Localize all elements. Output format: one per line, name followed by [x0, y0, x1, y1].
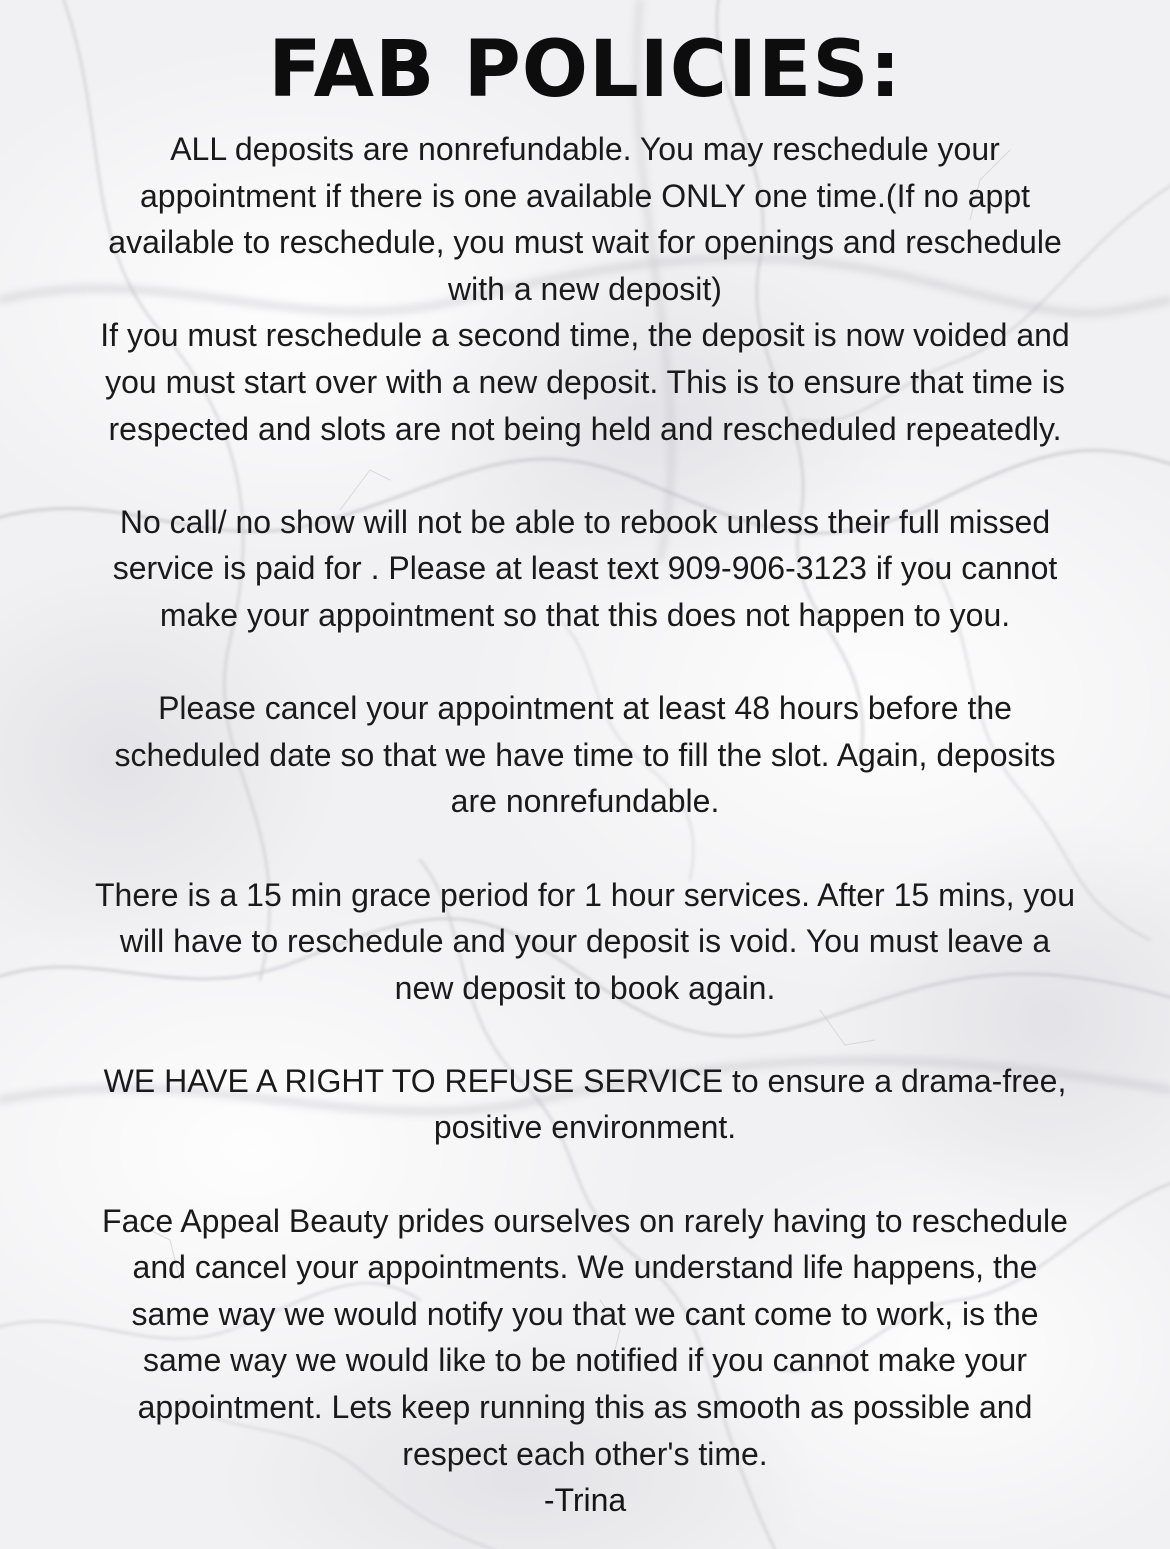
document-title: FAB POLICIES:: [268, 25, 902, 115]
paragraph-line: scheduled date so that we have time to fill the slot. Again, deposits: [114, 736, 1056, 773]
paragraph-line: appointment if there is one available ONLY one time.(If no appt: [139, 177, 1030, 214]
policy-paragraph-no-show: [30, 499, 1140, 639]
paragraph-line: positive environment.: [433, 1109, 737, 1146]
paragraph-line: same way we would like to be notified if you cannot make your: [142, 1342, 1027, 1379]
policy-paragraph-grace-period: [30, 872, 1140, 1012]
paragraph-line: appointment. Lets keep running this as smooth as possible and: [137, 1389, 1033, 1426]
paragraph-line: No call/ no show will not be able to rebook unless their full missed: [119, 503, 1051, 540]
paragraph-spacer: [30, 1151, 1140, 1198]
paragraph-line: you must start over with a new deposit. This is to ensure that time is: [105, 363, 1065, 400]
paragraph-line: are nonrefundable.: [450, 783, 720, 820]
policy-paragraph-cancellation: [30, 685, 1140, 825]
paragraph-line: same way we would notify you that we cant come to work, is the: [131, 1295, 1039, 1332]
paragraph-line: and cancel your appointments. We understand life happens, the: [132, 1249, 1038, 1286]
paragraph-line: new deposit to book again.: [394, 969, 776, 1006]
paragraph-line: available to reschedule, you must wait for openings and reschedule: [108, 224, 1062, 261]
paragraph-line: ALL deposits are nonrefundable. You may reschedule your: [170, 131, 1000, 167]
paragraph-spacer: [30, 825, 1140, 872]
paragraph-line: There is a 15 min grace period for 1 hour services. After 15 mins, you: [94, 876, 1075, 913]
policy-paragraph-refuse-service: [30, 1058, 1140, 1151]
paragraph-line: Please cancel your appointment at least 48 hours before the: [158, 690, 1012, 727]
paragraph-line: with a new deposit): [448, 270, 722, 307]
paragraph-spacer: [30, 1011, 1140, 1058]
signature: -Trina: [543, 1482, 627, 1519]
paragraph-line: respect each other's time.: [402, 1435, 768, 1472]
paragraph-line: service is paid for . Please at least text 909-906-3123 if you cannot: [112, 550, 1058, 587]
paragraph-line: respected and slots are not being held and rescheduled repeatedly.: [108, 410, 1062, 447]
policy-paragraph-deposits: [30, 126, 1140, 452]
paragraph-spacer: [30, 639, 1140, 686]
paragraph-line: WE HAVE A RIGHT TO REFUSE SERVICE to ensure a drama-free,: [103, 1062, 1067, 1099]
policy-paragraph-closing: [30, 1198, 1140, 1478]
paragraph-line: If you must reschedule a second time, the deposit is now voided and: [100, 317, 1070, 354]
paragraph-line: will have to reschedule and your deposit is void. You must leave a: [119, 923, 1051, 960]
paragraph-line: make your appointment so that this does not happen to you.: [159, 596, 1011, 633]
paragraph-line: Face Appeal Beauty prides ourselves on rarely having to reschedule: [102, 1202, 1068, 1239]
paragraph-spacer: [30, 452, 1140, 499]
